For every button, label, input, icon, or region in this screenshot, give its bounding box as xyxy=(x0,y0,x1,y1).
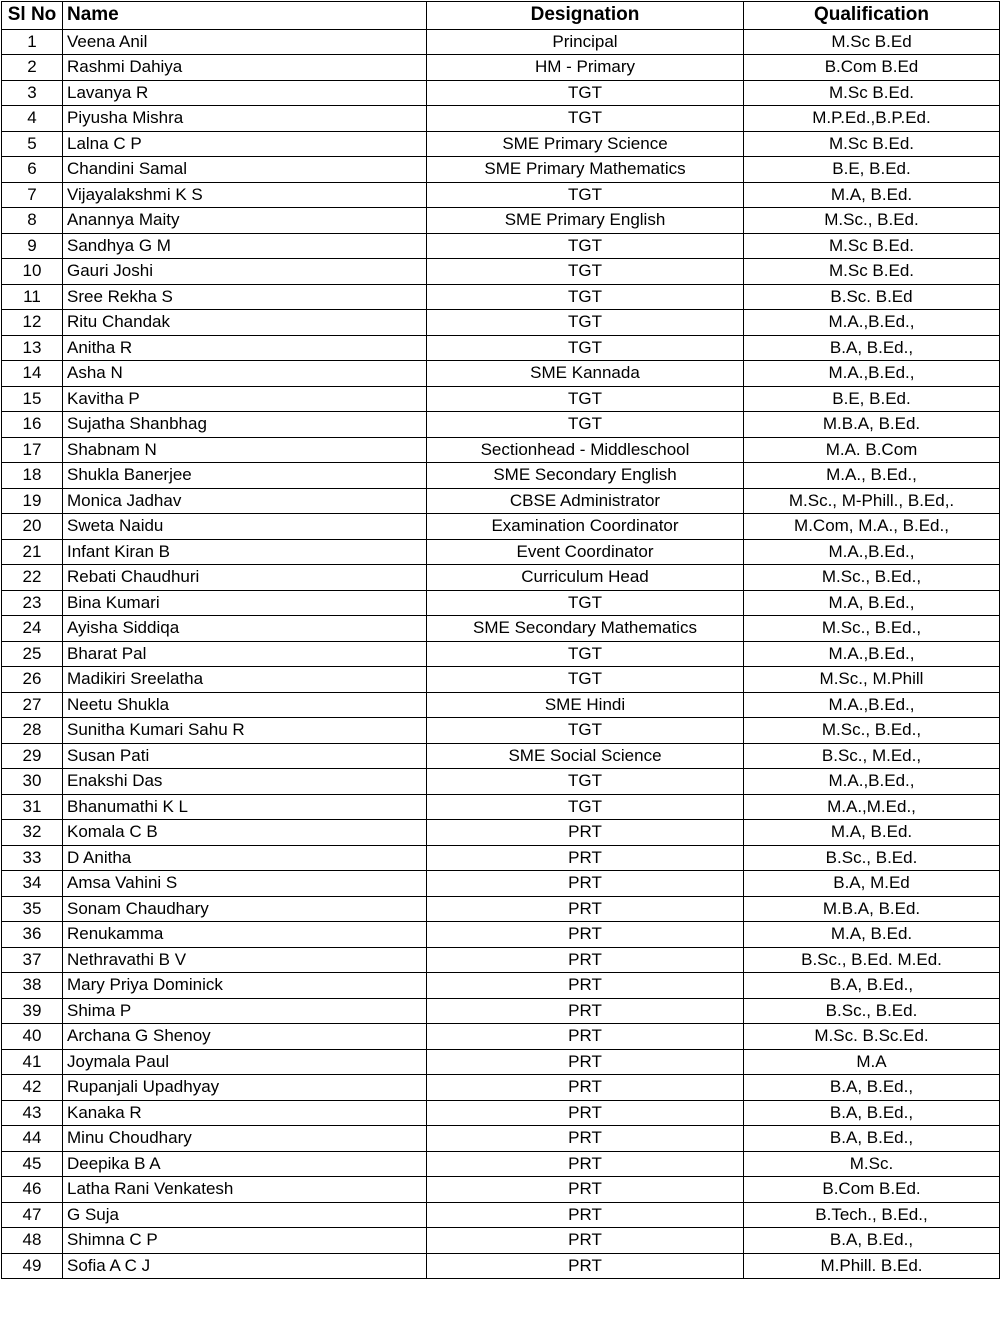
cell-name: Rupanjali Upadhyay xyxy=(63,1075,427,1101)
cell-designation: PRT xyxy=(427,871,744,897)
cell-name: Joymala Paul xyxy=(63,1049,427,1075)
table-row xyxy=(2,29,1000,55)
table-row xyxy=(2,1075,1000,1101)
cell-sl-no: 44 xyxy=(2,1126,63,1152)
cell-qualification: B.A, B.Ed., xyxy=(744,335,1000,361)
cell-sl-no: 31 xyxy=(2,794,63,820)
cell-qualification: B.A, M.Ed xyxy=(744,871,1000,897)
cell-name: Latha Rani Venkatesh xyxy=(63,1177,427,1203)
cell-sl-no: 48 xyxy=(2,1228,63,1254)
cell-designation: PRT xyxy=(427,820,744,846)
cell-qualification: M.A, B.Ed. xyxy=(744,820,1000,846)
cell-name: Lalna C P xyxy=(63,131,427,157)
cell-sl-no: 5 xyxy=(2,131,63,157)
table-row xyxy=(2,743,1000,769)
cell-designation: PRT xyxy=(427,1049,744,1075)
cell-designation: TGT xyxy=(427,769,744,795)
cell-sl-no: 24 xyxy=(2,616,63,642)
cell-designation: PRT xyxy=(427,1100,744,1126)
cell-qualification: M.Sc B.Ed xyxy=(744,29,1000,55)
cell-qualification: B.A, B.Ed., xyxy=(744,973,1000,999)
cell-sl-no: 9 xyxy=(2,233,63,259)
table-row xyxy=(2,616,1000,642)
cell-qualification: B.E, B.Ed. xyxy=(744,386,1000,412)
table-row xyxy=(2,667,1000,693)
table-row xyxy=(2,1228,1000,1254)
cell-designation: HM - Primary xyxy=(427,55,744,81)
table-row xyxy=(2,692,1000,718)
cell-name: Sofia A C J xyxy=(63,1253,427,1279)
cell-sl-no: 40 xyxy=(2,1024,63,1050)
cell-designation: PRT xyxy=(427,1151,744,1177)
cell-sl-no: 12 xyxy=(2,310,63,336)
table-row xyxy=(2,335,1000,361)
cell-designation: TGT xyxy=(427,259,744,285)
cell-sl-no: 42 xyxy=(2,1075,63,1101)
cell-qualification: M.B.A, B.Ed. xyxy=(744,896,1000,922)
cell-sl-no: 28 xyxy=(2,718,63,744)
table-row xyxy=(2,284,1000,310)
cell-designation: SME Primary English xyxy=(427,208,744,234)
cell-qualification: M.Sc., B.Ed., xyxy=(744,565,1000,591)
cell-designation: SME Social Science xyxy=(427,743,744,769)
table-row xyxy=(2,310,1000,336)
cell-qualification: B.A, B.Ed., xyxy=(744,1126,1000,1152)
cell-sl-no: 19 xyxy=(2,488,63,514)
cell-designation: PRT xyxy=(427,845,744,871)
cell-sl-no: 11 xyxy=(2,284,63,310)
cell-qualification: M.A.,B.Ed., xyxy=(744,692,1000,718)
cell-sl-no: 27 xyxy=(2,692,63,718)
table-row xyxy=(2,590,1000,616)
table-row xyxy=(2,208,1000,234)
cell-sl-no: 7 xyxy=(2,182,63,208)
table-row xyxy=(2,182,1000,208)
cell-sl-no: 21 xyxy=(2,539,63,565)
cell-designation: PRT xyxy=(427,1228,744,1254)
cell-designation: SME Kannada xyxy=(427,361,744,387)
cell-name: D Anitha xyxy=(63,845,427,871)
cell-designation: TGT xyxy=(427,412,744,438)
table-row xyxy=(2,1049,1000,1075)
cell-sl-no: 26 xyxy=(2,667,63,693)
cell-name: Lavanya R xyxy=(63,80,427,106)
cell-name: Deepika B A xyxy=(63,1151,427,1177)
cell-sl-no: 35 xyxy=(2,896,63,922)
cell-qualification: M.Sc. B.Sc.Ed. xyxy=(744,1024,1000,1050)
cell-sl-no: 1 xyxy=(2,29,63,55)
cell-sl-no: 37 xyxy=(2,947,63,973)
cell-designation: PRT xyxy=(427,973,744,999)
cell-sl-no: 47 xyxy=(2,1202,63,1228)
cell-qualification: B.Sc., M.Ed., xyxy=(744,743,1000,769)
cell-qualification: M.Phill. B.Ed. xyxy=(744,1253,1000,1279)
table-row xyxy=(2,1024,1000,1050)
cell-designation: Examination Coordinator xyxy=(427,514,744,540)
cell-qualification: M.A.,M.Ed., xyxy=(744,794,1000,820)
cell-designation: TGT xyxy=(427,794,744,820)
cell-sl-no: 32 xyxy=(2,820,63,846)
header-designation: Designation xyxy=(427,2,744,30)
cell-qualification: M.A.,B.Ed., xyxy=(744,310,1000,336)
cell-name: Sweta Naidu xyxy=(63,514,427,540)
cell-sl-no: 22 xyxy=(2,565,63,591)
cell-designation: TGT xyxy=(427,106,744,132)
cell-qualification: M.B.A, B.Ed. xyxy=(744,412,1000,438)
cell-qualification: B.A, B.Ed., xyxy=(744,1100,1000,1126)
table-row xyxy=(2,947,1000,973)
cell-name: Ritu Chandak xyxy=(63,310,427,336)
cell-sl-no: 41 xyxy=(2,1049,63,1075)
table-row xyxy=(2,386,1000,412)
table-row xyxy=(2,1151,1000,1177)
cell-qualification: M.A. B.Com xyxy=(744,437,1000,463)
cell-name: Bina Kumari xyxy=(63,590,427,616)
cell-sl-no: 43 xyxy=(2,1100,63,1126)
cell-qualification: B.A, B.Ed., xyxy=(744,1228,1000,1254)
cell-name: Monica Jadhav xyxy=(63,488,427,514)
cell-name: Sujatha Shanbhag xyxy=(63,412,427,438)
cell-name: Vijayalakshmi K S xyxy=(63,182,427,208)
cell-qualification: M.A., B.Ed., xyxy=(744,463,1000,489)
cell-designation: SME Secondary Mathematics xyxy=(427,616,744,642)
table-row xyxy=(2,514,1000,540)
cell-sl-no: 17 xyxy=(2,437,63,463)
cell-sl-no: 10 xyxy=(2,259,63,285)
cell-qualification: B.Sc. B.Ed xyxy=(744,284,1000,310)
cell-name: Anitha R xyxy=(63,335,427,361)
cell-qualification: B.Sc., B.Ed. M.Ed. xyxy=(744,947,1000,973)
header-sl-no: Sl No xyxy=(2,2,63,30)
cell-designation: PRT xyxy=(427,922,744,948)
table-row xyxy=(2,769,1000,795)
cell-designation: PRT xyxy=(427,1126,744,1152)
cell-qualification: M.A, B.Ed., xyxy=(744,590,1000,616)
cell-sl-no: 34 xyxy=(2,871,63,897)
cell-sl-no: 36 xyxy=(2,922,63,948)
cell-name: Shima P xyxy=(63,998,427,1024)
cell-qualification: M.A.,B.Ed., xyxy=(744,769,1000,795)
cell-designation: PRT xyxy=(427,1202,744,1228)
table-row xyxy=(2,106,1000,132)
table-row xyxy=(2,845,1000,871)
table-row xyxy=(2,641,1000,667)
cell-name: Mary Priya Dominick xyxy=(63,973,427,999)
cell-name: Shukla Banerjee xyxy=(63,463,427,489)
cell-qualification: M.A, B.Ed. xyxy=(744,922,1000,948)
cell-sl-no: 2 xyxy=(2,55,63,81)
table-row xyxy=(2,896,1000,922)
table-row xyxy=(2,361,1000,387)
table-body xyxy=(2,29,1000,1279)
cell-sl-no: 13 xyxy=(2,335,63,361)
table-row xyxy=(2,131,1000,157)
cell-qualification: B.Com B.Ed. xyxy=(744,1177,1000,1203)
cell-name: G Suja xyxy=(63,1202,427,1228)
cell-designation: TGT xyxy=(427,641,744,667)
cell-qualification: B.Sc., B.Ed. xyxy=(744,845,1000,871)
cell-designation: PRT xyxy=(427,947,744,973)
table-row xyxy=(2,1126,1000,1152)
table-row xyxy=(2,259,1000,285)
table-row xyxy=(2,794,1000,820)
cell-sl-no: 29 xyxy=(2,743,63,769)
cell-designation: Event Coordinator xyxy=(427,539,744,565)
table-row xyxy=(2,80,1000,106)
cell-name: Sunitha Kumari Sahu R xyxy=(63,718,427,744)
cell-designation: PRT xyxy=(427,896,744,922)
cell-name: Bharat Pal xyxy=(63,641,427,667)
header-row xyxy=(2,2,1000,30)
cell-qualification: M.Sc., B.Ed. xyxy=(744,208,1000,234)
cell-designation: PRT xyxy=(427,1024,744,1050)
header-qualification: Qualification xyxy=(744,2,1000,30)
cell-name: Sonam Chaudhary xyxy=(63,896,427,922)
cell-designation: TGT xyxy=(427,284,744,310)
cell-designation: TGT xyxy=(427,80,744,106)
table-row xyxy=(2,157,1000,183)
cell-designation: PRT xyxy=(427,1075,744,1101)
cell-name: Bhanumathi K L xyxy=(63,794,427,820)
table-row xyxy=(2,1202,1000,1228)
table-row xyxy=(2,412,1000,438)
cell-name: Infant Kiran B xyxy=(63,539,427,565)
cell-designation: TGT xyxy=(427,335,744,361)
cell-qualification: M.Sc B.Ed. xyxy=(744,233,1000,259)
cell-name: Susan Pati xyxy=(63,743,427,769)
cell-designation: CBSE Administrator xyxy=(427,488,744,514)
cell-qualification: B.Sc., B.Ed. xyxy=(744,998,1000,1024)
cell-designation: TGT xyxy=(427,667,744,693)
cell-sl-no: 18 xyxy=(2,463,63,489)
cell-qualification: B.Com B.Ed xyxy=(744,55,1000,81)
cell-name: Sandhya G M xyxy=(63,233,427,259)
cell-name: Gauri Joshi xyxy=(63,259,427,285)
cell-name: Rebati Chaudhuri xyxy=(63,565,427,591)
cell-sl-no: 3 xyxy=(2,80,63,106)
cell-name: Amsa Vahini S xyxy=(63,871,427,897)
cell-name: Enakshi Das xyxy=(63,769,427,795)
cell-name: Archana G Shenoy xyxy=(63,1024,427,1050)
cell-qualification: B.A, B.Ed., xyxy=(744,1075,1000,1101)
cell-sl-no: 30 xyxy=(2,769,63,795)
table-row xyxy=(2,1177,1000,1203)
cell-name: Chandini Samal xyxy=(63,157,427,183)
table-row xyxy=(2,55,1000,81)
cell-qualification: M.Sc B.Ed. xyxy=(744,259,1000,285)
cell-name: Asha N xyxy=(63,361,427,387)
cell-name: Minu Choudhary xyxy=(63,1126,427,1152)
cell-name: Sree Rekha S xyxy=(63,284,427,310)
cell-name: Nethravathi B V xyxy=(63,947,427,973)
cell-designation: SME Hindi xyxy=(427,692,744,718)
cell-sl-no: 4 xyxy=(2,106,63,132)
table-row xyxy=(2,998,1000,1024)
cell-name: Kavitha P xyxy=(63,386,427,412)
cell-name: Veena Anil xyxy=(63,29,427,55)
cell-sl-no: 16 xyxy=(2,412,63,438)
cell-designation: TGT xyxy=(427,233,744,259)
cell-designation: TGT xyxy=(427,182,744,208)
cell-sl-no: 15 xyxy=(2,386,63,412)
table-row xyxy=(2,922,1000,948)
cell-qualification: M.Sc. xyxy=(744,1151,1000,1177)
cell-sl-no: 33 xyxy=(2,845,63,871)
cell-name: Piyusha Mishra xyxy=(63,106,427,132)
cell-qualification: B.Tech., B.Ed., xyxy=(744,1202,1000,1228)
cell-name: Renukamma xyxy=(63,922,427,948)
table-row xyxy=(2,1100,1000,1126)
cell-sl-no: 23 xyxy=(2,590,63,616)
table-row xyxy=(2,718,1000,744)
cell-designation: PRT xyxy=(427,998,744,1024)
cell-sl-no: 6 xyxy=(2,157,63,183)
header-name: Name xyxy=(63,2,427,30)
cell-designation: TGT xyxy=(427,310,744,336)
cell-qualification: M.A.,B.Ed., xyxy=(744,361,1000,387)
cell-name: Ayisha Siddiqa xyxy=(63,616,427,642)
cell-name: Anannya Maity xyxy=(63,208,427,234)
cell-name: Rashmi Dahiya xyxy=(63,55,427,81)
cell-qualification: M.Sc B.Ed. xyxy=(744,80,1000,106)
cell-qualification: M.Sc B.Ed. xyxy=(744,131,1000,157)
cell-qualification: M.Com, M.A., B.Ed., xyxy=(744,514,1000,540)
cell-designation: Curriculum Head xyxy=(427,565,744,591)
cell-sl-no: 25 xyxy=(2,641,63,667)
table-row xyxy=(2,437,1000,463)
cell-name: Shimna C P xyxy=(63,1228,427,1254)
cell-qualification: M.Sc., B.Ed., xyxy=(744,718,1000,744)
cell-qualification: M.Sc., B.Ed., xyxy=(744,616,1000,642)
cell-designation: Sectionhead - Middleschool xyxy=(427,437,744,463)
cell-designation: PRT xyxy=(427,1177,744,1203)
table-row xyxy=(2,488,1000,514)
cell-qualification: B.E, B.Ed. xyxy=(744,157,1000,183)
cell-qualification: M.A xyxy=(744,1049,1000,1075)
cell-qualification: M.P.Ed.,B.P.Ed. xyxy=(744,106,1000,132)
cell-sl-no: 39 xyxy=(2,998,63,1024)
cell-sl-no: 49 xyxy=(2,1253,63,1279)
table-row xyxy=(2,973,1000,999)
cell-designation: SME Secondary English xyxy=(427,463,744,489)
cell-sl-no: 20 xyxy=(2,514,63,540)
cell-designation: SME Primary Science xyxy=(427,131,744,157)
cell-sl-no: 46 xyxy=(2,1177,63,1203)
table-row xyxy=(2,233,1000,259)
table-row xyxy=(2,463,1000,489)
cell-designation: SME Primary Mathematics xyxy=(427,157,744,183)
cell-sl-no: 45 xyxy=(2,1151,63,1177)
cell-qualification: M.A, B.Ed. xyxy=(744,182,1000,208)
cell-designation: TGT xyxy=(427,718,744,744)
cell-name: Neetu Shukla xyxy=(63,692,427,718)
table-row xyxy=(2,820,1000,846)
cell-designation: PRT xyxy=(427,1253,744,1279)
cell-qualification: M.A.,B.Ed., xyxy=(744,641,1000,667)
cell-qualification: M.Sc., M.Phill xyxy=(744,667,1000,693)
staff-table xyxy=(1,1,1000,1279)
cell-name: Madikiri Sreelatha xyxy=(63,667,427,693)
table-row xyxy=(2,539,1000,565)
cell-qualification: M.Sc., M-Phill., B.Ed,. xyxy=(744,488,1000,514)
cell-designation: TGT xyxy=(427,386,744,412)
cell-sl-no: 8 xyxy=(2,208,63,234)
table-row xyxy=(2,565,1000,591)
cell-qualification: M.A.,B.Ed., xyxy=(744,539,1000,565)
cell-name: Kanaka R xyxy=(63,1100,427,1126)
cell-designation: Principal xyxy=(427,29,744,55)
cell-sl-no: 38 xyxy=(2,973,63,999)
cell-name: Komala C B xyxy=(63,820,427,846)
cell-designation: TGT xyxy=(427,590,744,616)
table-row xyxy=(2,1253,1000,1279)
cell-name: Shabnam N xyxy=(63,437,427,463)
table-row xyxy=(2,871,1000,897)
cell-sl-no: 14 xyxy=(2,361,63,387)
